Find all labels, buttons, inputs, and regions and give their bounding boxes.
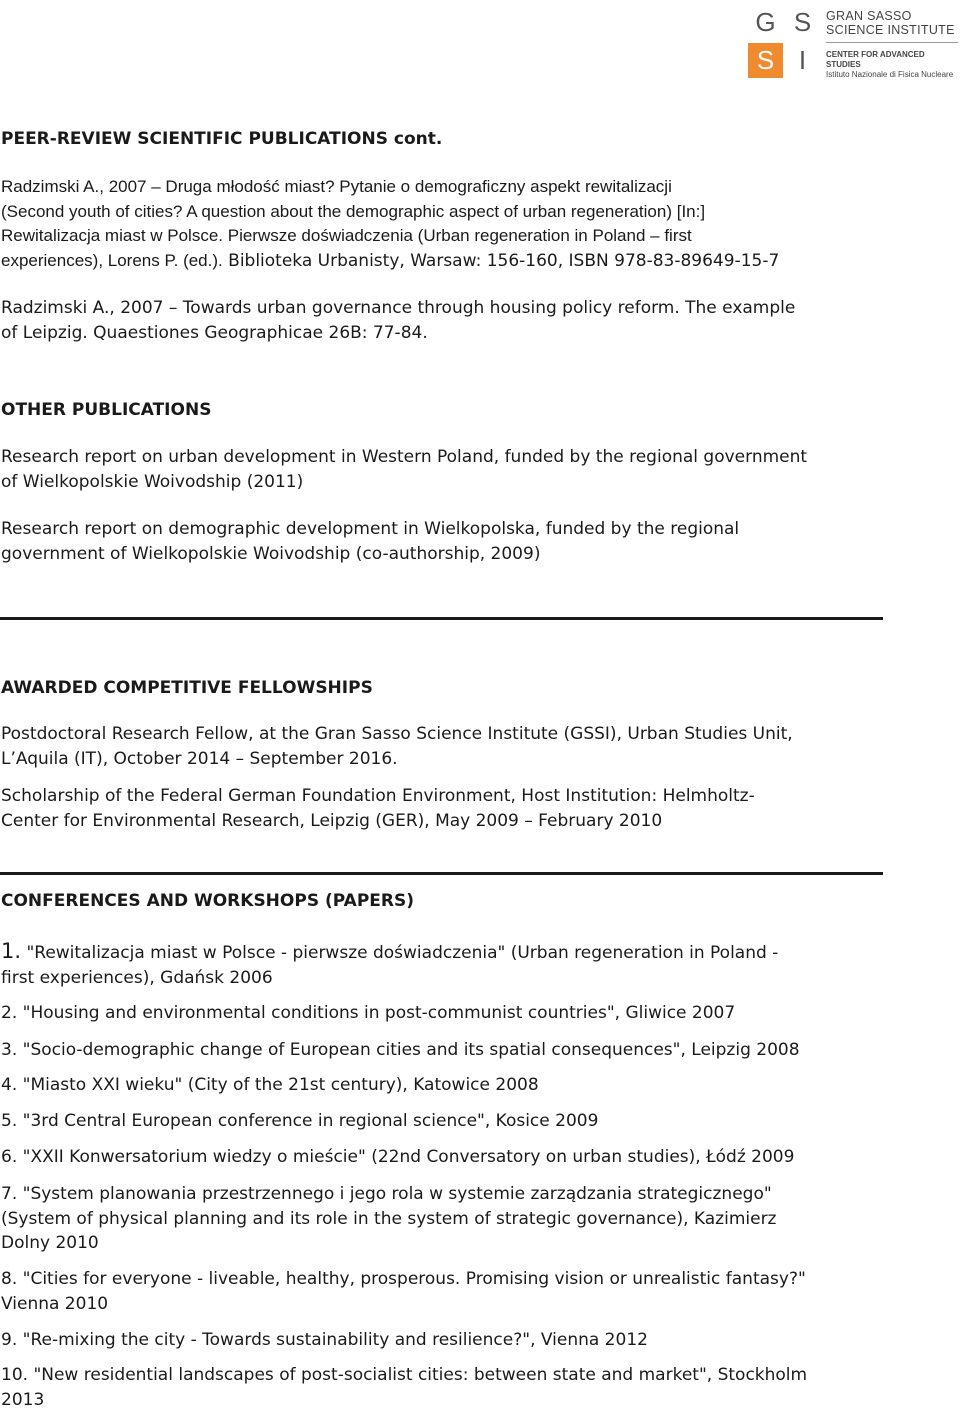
conference-2: 2. "Housing and environmental conditions in post-communist countries", Gliwice 2007: [1, 1001, 891, 1026]
conference-7-line-2: (System of physical planning and its role in the system of strategic governance), Kazimierz: [1, 1207, 891, 1232]
entry-1-line-2: (Second youth of cities? A question about the demographic aspect of urban regeneration) [In:]: [1, 200, 891, 225]
conference-7-line-1: 7. "System planowania przestrzennego i jego rola w systemie zarządzania strategicznego": [1, 1182, 891, 1207]
entry-1-line-1: Radzimski A., 2007 – Druga młodość miast? Pytanie o demograficzny aspekt rewitalizacji: [1, 175, 891, 200]
conference-5: 5. "3rd Central European conference in regional science", Kosice 2009: [1, 1109, 891, 1134]
conference-3: 3. "Socio-demographic change of European cities and its spatial consequences", Leipzig 2008: [1, 1038, 891, 1063]
gssi-logo: [748, 5, 960, 79]
entry-1-line-4: [1, 249, 891, 274]
conference-7-line-3: Dolny 2010: [1, 1231, 891, 1256]
peer-review-entry-1: [1, 175, 891, 273]
logo-letter-g: G: [748, 5, 783, 40]
conference-8: [1, 1267, 891, 1316]
conferences-heading: CONFERENCES AND WORKSHOPS (PAPERS): [1, 891, 414, 911]
fellowship-2-line-2: Center for Environmental Research, Leipzig (GER), May 2009 – February 2010: [1, 809, 891, 834]
logo-letter-i: I: [785, 43, 820, 78]
other-2-line-2: government of Wielkopolskie Woivodship (co-authorship, 2009): [1, 542, 891, 567]
peer-review-entry-2: [1, 296, 891, 345]
fellowship-2-line-1: Scholarship of the Federal German Foundation Environment, Host Institution: Helmholtz-: [1, 784, 891, 809]
section-divider-2: [0, 872, 883, 875]
fellowship-2: [1, 784, 891, 833]
conference-4: 4. "Miasto XXI wieku" (City of the 21st century), Katowice 2008: [1, 1073, 891, 1098]
logo-line-4: Istituto Nazionale di Fisica Nucleare: [826, 70, 960, 80]
conference-10: [1, 1363, 891, 1412]
conference-1-line-2: first experiences), Gdańsk 2006: [1, 966, 891, 991]
other-publications-heading: OTHER PUBLICATIONS: [1, 400, 211, 420]
conference-7: [1, 1182, 891, 1256]
other-1-line-2: of Wielkopolskie Woivodship (2011): [1, 470, 891, 495]
conference-10-line-2: 2013: [1, 1388, 891, 1412]
conference-8-line-1: 8. "Cities for everyone - liveable, healthy, prosperous. Promising vision or unrealistic fantasy?": [1, 1267, 891, 1292]
entry-1-line-4b: Biblioteka Urbanisty, Warsaw: 156-160, ISBN 978-83-89649-15-7: [223, 251, 780, 271]
conference-1: [1, 939, 891, 990]
conference-8-line-2: Vienna 2010: [1, 1292, 891, 1317]
conference-10-line-1: 10. "New residential landscapes of post-socialist cities: between state and market", Stockholm: [1, 1363, 891, 1388]
logo-divider: [826, 42, 958, 43]
fellowship-1-line-2: L’Aquila (IT), October 2014 – September 2016.: [1, 747, 891, 772]
other-publication-1: [1, 445, 891, 494]
conference-9: 9. "Re-mixing the city - Towards sustainability and resilience?", Vienna 2012: [1, 1328, 891, 1353]
conference-1-number: 1.: [1, 939, 21, 963]
logo-letter-grid: [748, 5, 822, 79]
logo-letter-s-top: S: [785, 5, 820, 40]
logo-subtitle: [826, 50, 960, 80]
other-2-line-1: Research report on demographic development in Wielkopolska, funded by the regional: [1, 517, 891, 542]
peer-review-heading: PEER-REVIEW SCIENTIFIC PUBLICATIONS cont.: [1, 129, 442, 149]
logo-letter-s-bottom: S: [748, 43, 783, 78]
entry-2-line-1: Radzimski A., 2007 – Towards urban governance through housing policy reform. The example: [1, 296, 891, 321]
entry-1-line-3: Rewitalizacja miast w Polsce. Pierwsze doświadczenia (Urban regeneration in Poland – first: [1, 224, 891, 249]
other-publication-2: [1, 517, 891, 566]
fellowships-heading: AWARDED COMPETITIVE FELLOWSHIPS: [1, 678, 373, 698]
fellowship-1-line-1: Postdoctoral Research Fellow, at the Gran Sasso Science Institute (GSSI), Urban Studies Unit,: [1, 722, 891, 747]
logo-line-3: CENTER FOR ADVANCED STUDIES: [826, 50, 960, 70]
fellowship-1: [1, 722, 891, 771]
conference-6: 6. "XXII Konwersatorium wiedzy o mieście" (22nd Conversatory on urban studies), Łódź 2009: [1, 1145, 891, 1170]
conference-1-title: "Rewitalizacja miast w Polsce - pierwsze doświadczenia" (Urban regeneration in Poland -: [21, 943, 778, 963]
logo-title: [826, 9, 955, 37]
other-1-line-1: Research report on urban development in Western Poland, funded by the regional government: [1, 445, 891, 470]
entry-2-line-2: of Leipzig. Quaestiones Geographicae 26B: 77-84.: [1, 321, 891, 346]
logo-line-2: SCIENCE INSTITUTE: [826, 23, 955, 37]
section-divider-1: [0, 617, 883, 620]
entry-1-line-4a: experiences), Lorens P. (ed.).: [1, 251, 223, 270]
conference-1-line-1: [1, 939, 891, 966]
logo-line-1: GRAN SASSO: [826, 9, 955, 23]
